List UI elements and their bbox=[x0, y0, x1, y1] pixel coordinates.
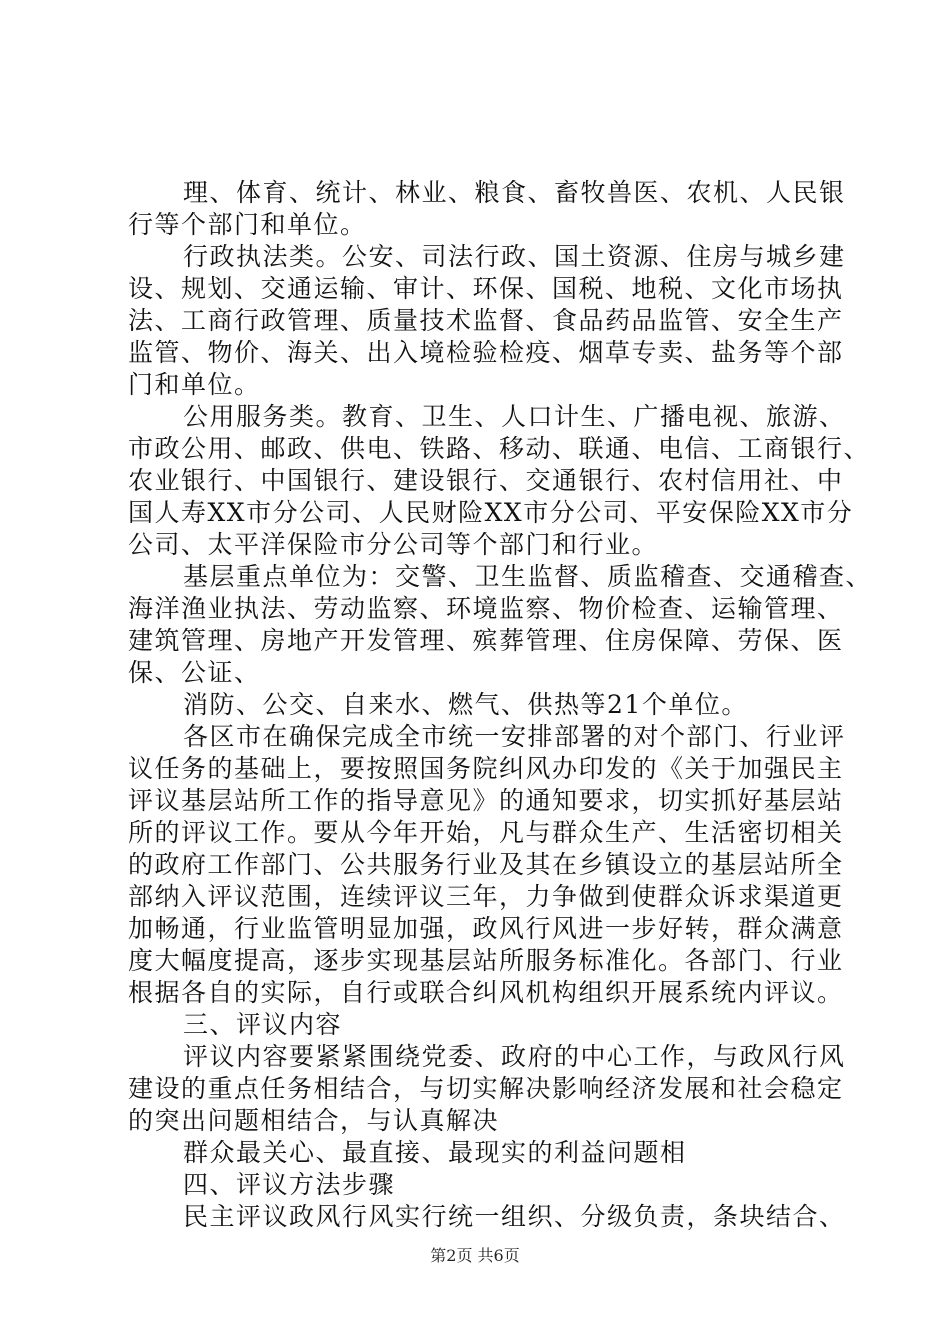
text-line: 行政执法类。公安、司法行政、国土资源、住房与城乡建 bbox=[183, 242, 846, 271]
text-line: 理、体育、统计、林业、粮食、畜牧兽医、农机、人民银 bbox=[183, 178, 846, 207]
text-line: 设、规划、交通运输、审计、环保、国税、地税、文化市场执 bbox=[128, 274, 844, 303]
text-line: 部纳入评议范围，连续评议三年，力争做到使群众诉求渠道更 bbox=[128, 882, 844, 911]
text-line: 的政府工作部门、公共服务行业及其在乡镇设立的基层站所全 bbox=[128, 850, 844, 879]
section-heading: 四、评议方法步骤 bbox=[183, 1170, 396, 1199]
text-line: 的突出问题相结合，与认真解决 bbox=[128, 1106, 500, 1135]
text-line: 建设的重点任务相结合，与切实解决影响经济发展和社会稳定 bbox=[128, 1074, 844, 1103]
text-line: 海洋渔业执法、劳动监察、环境监察、物价检查、运输管理、 bbox=[128, 594, 844, 623]
text-line: 消防、公交、自来水、燃气、供热等21个单位。 bbox=[183, 690, 748, 719]
text-line: 行等个部门和单位。 bbox=[128, 210, 367, 239]
text-line: 议任务的基础上，要按照国务院纠风办印发的《关于加强民主 bbox=[128, 754, 844, 783]
text-line: 根据各自的实际，自行或联合纠风机构组织开展系统内评议。 bbox=[128, 978, 844, 1007]
text-line: 所的评议工作。要从今年开始，凡与群众生产、生活密切相关 bbox=[128, 818, 844, 847]
page-footer: 第2页 共6页 bbox=[430, 1246, 520, 1265]
text-line: 各区市在确保完成全市统一安排部署的对个部门、行业评 bbox=[183, 722, 846, 751]
text-line: 评议内容要紧紧围绕党委、政府的中心工作，与政风行风 bbox=[183, 1042, 846, 1071]
text-line: 公司、太平洋保险市分公司等个部门和行业。 bbox=[128, 530, 659, 559]
text-line: 保、公证、 bbox=[128, 658, 261, 687]
text-line: 评议基层站所工作的指导意见》的通知要求，切实抓好基层站 bbox=[128, 786, 844, 815]
text-line: 国人寿XX市分公司、人民财险XX市分公司、平安保险XX市分 bbox=[128, 498, 854, 527]
text-line: 民主评议政风行风实行统一组织、分级负责，条块结合、 bbox=[183, 1202, 846, 1231]
text-line: 门和单位。 bbox=[128, 370, 261, 399]
text-line: 度大幅度提高，逐步实现基层站所服务标准化。各部门、行业 bbox=[128, 946, 844, 975]
section-heading: 三、评议内容 bbox=[183, 1010, 343, 1039]
text-line: 监管、物价、海关、出入境检验检疫、烟草专卖、盐务等个部 bbox=[128, 338, 844, 367]
text-line: 加畅通，行业监管明显加强，政风行风进一步好转，群众满意 bbox=[128, 914, 844, 943]
text-line: 市政公用、邮政、供电、铁路、移动、联通、电信、工商银行、 bbox=[128, 434, 871, 463]
text-line: 群众最关心、最直接、最现实的利益问题相 bbox=[183, 1138, 687, 1167]
text-line: 农业银行、中国银行、建设银行、交通银行、农村信用社、中 bbox=[128, 466, 844, 495]
text-line: 建筑管理、房地产开发管理、殡葬管理、住房保障、劳保、医 bbox=[128, 626, 844, 655]
text-line: 公用服务类。教育、卫生、人口计生、广播电视、旅游、 bbox=[183, 402, 846, 431]
text-line: 法、工商行政管理、质量技术监督、食品药品监管、安全生产 bbox=[128, 306, 844, 335]
text-line: 基层重点单位为：交警、卫生监督、质监稽查、交通稽查、 bbox=[183, 562, 873, 591]
